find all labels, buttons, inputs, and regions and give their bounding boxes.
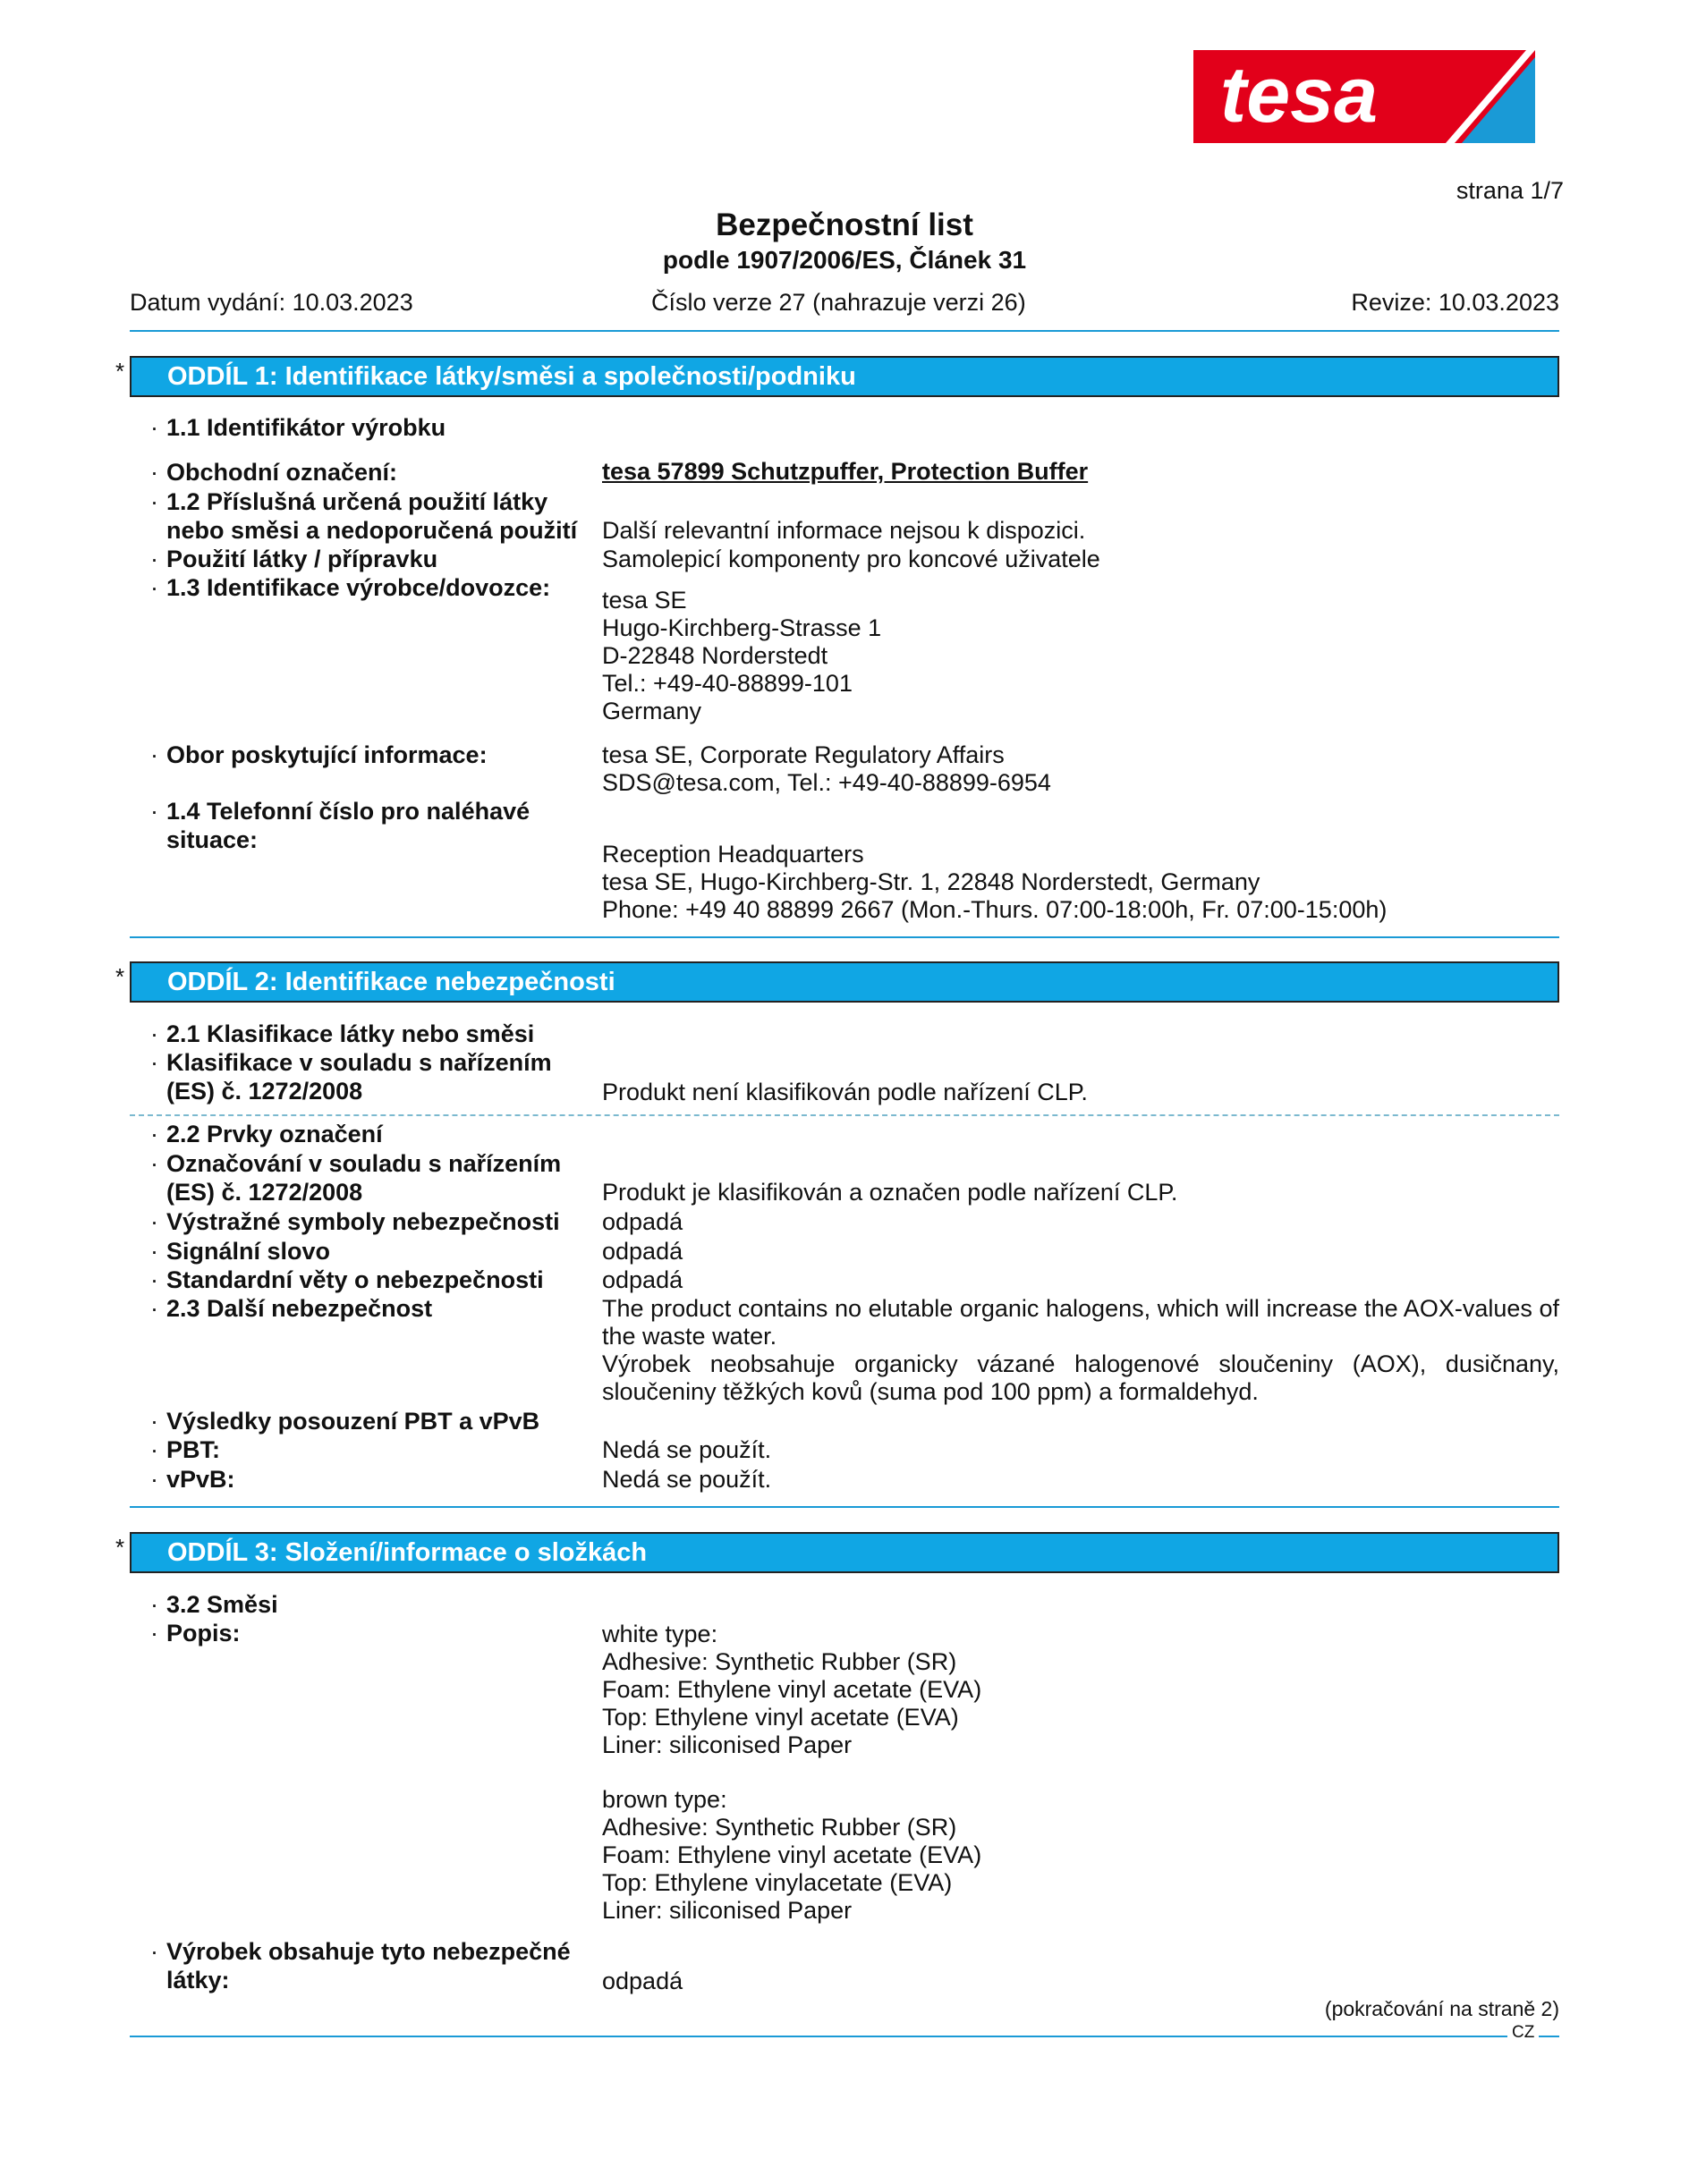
label-trade-name: · Obchodní označení: <box>150 459 398 486</box>
continued-note: (pokračování na straně 2) <box>1324 1997 1559 2020</box>
tesa-logo <box>1193 50 1535 143</box>
divider <box>130 1506 1559 1508</box>
label-use: · Použití látky / přípravku <box>150 546 438 572</box>
description-line: Foam: Ethylene vinyl acetate (EVA) <box>602 1676 982 1703</box>
revision-date: Revize: 10.03.2023 <box>1351 289 1559 316</box>
manufacturer-line: Germany <box>602 698 702 724</box>
label-3-2: · 3.2 Směsi <box>150 1591 278 1618</box>
signal-value: odpadá <box>602 1238 683 1265</box>
symbols-value: odpadá <box>602 1208 683 1235</box>
description-line: Foam: Ethylene vinyl acetate (EVA) <box>602 1841 982 1868</box>
manufacturer-line: D-22848 Norderstedt <box>602 642 828 669</box>
label-description: · Popis: <box>150 1620 241 1646</box>
manufacturer-line: Hugo-Kirchberg-Strasse 1 <box>602 614 882 641</box>
divider <box>130 936 1559 938</box>
emergency-line: Phone: +49 40 88899 2667 (Mon.-Thurs. 07:00-18:00h, Fr. 07:00-15:00h) <box>602 896 1388 923</box>
other-hazards-cz: Výrobek neobsahuje organicky vázané halogenové sloučeniny (AOX), dusičnany, sloučeniny těžkých kovů (suma pod 100 ppm) a formaldehyd. <box>602 1350 1559 1405</box>
section-3-heading: ODDÍL 3: Složení/informace o složkách <box>130 1532 1559 1573</box>
label-label-a: · Označování v souladu s nařízením <box>150 1150 562 1177</box>
trade-name-value: tesa 57899 Schutzpuffer, Protection Buffer <box>602 458 1089 485</box>
description-line: white type: <box>602 1621 718 1647</box>
classification-value: Produkt není klasifikován podle nařízení CLP. <box>602 1079 1088 1105</box>
uses-value: Další relevantní informace nejsou k dispozici. <box>602 517 1086 544</box>
document-title: Bezpečnostní list <box>716 207 973 242</box>
label-1-1: · 1.1 Identifikátor výrobku <box>150 414 446 441</box>
pbt-value: Nedá se použít. <box>602 1436 772 1463</box>
manufacturer-line: Tel.: +49-40-88899-101 <box>602 670 853 697</box>
label-pbt: · PBT: <box>150 1436 220 1463</box>
label-1-2a: · 1.2 Příslušná určená použití látky <box>150 488 548 515</box>
labelling-value: Produkt je klasifikován a označen podle nařízení CLP. <box>602 1179 1178 1206</box>
page-number: strana 1/7 <box>1456 177 1564 204</box>
label-info: · Obor poskytující informace: <box>150 741 488 768</box>
label-hazardous-a: · Výrobek obsahuje tyto nebezpečné <box>150 1938 571 1965</box>
label-2-3: · 2.3 Další nebezpečnost <box>150 1295 433 1322</box>
section-2-heading: ODDÍL 2: Identifikace nebezpečnosti <box>130 961 1559 1003</box>
hazardous-value: odpadá <box>602 1968 683 1994</box>
info-line: SDS@tesa.com, Tel.: +49-40-88899-6954 <box>602 769 1051 796</box>
document-subtitle: podle 1907/2006/ES, Článek 31 <box>662 246 1027 274</box>
label-1-4a: · 1.4 Telefonní číslo pro naléhavé <box>150 798 530 825</box>
changed-marker: * <box>115 1534 125 1561</box>
description-line: Liner: siliconised Paper <box>602 1731 853 1758</box>
label-label-b: (ES) č. 1272/2008 <box>166 1179 363 1206</box>
emergency-line: tesa SE, Hugo-Kirchberg-Str. 1, 22848 Norderstedt, Germany <box>602 868 1260 895</box>
language-code: CZ <box>1512 2023 1535 2042</box>
description-line: Adhesive: Synthetic Rubber (SR) <box>602 1814 957 1841</box>
label-class-a: · Klasifikace v souladu s nařízením <box>150 1049 552 1076</box>
info-line: tesa SE, Corporate Regulatory Affairs <box>602 741 1005 768</box>
label-2-1: · 2.1 Klasifikace látky nebo směsi <box>150 1020 535 1047</box>
label-h-statements: · Standardní věty o nebezpečnosti <box>150 1266 544 1293</box>
footer-divider <box>130 2036 1507 2037</box>
divider <box>130 330 1559 332</box>
label-vpvb: · vPvB: <box>150 1466 235 1493</box>
label-class-b: (ES) č. 1272/2008 <box>166 1078 363 1105</box>
emergency-line: Reception Headquarters <box>602 841 864 868</box>
changed-marker: * <box>115 358 125 385</box>
description-line: Liner: siliconised Paper <box>602 1897 853 1924</box>
version-number: Číslo verze 27 (nahrazuje verzi 26) <box>651 289 1026 316</box>
label-1-3: · 1.3 Identifikace výrobce/dovozce: <box>150 574 551 601</box>
label-1-4b: situace: <box>166 826 259 853</box>
footer-divider <box>1539 2036 1559 2037</box>
description-line: Adhesive: Synthetic Rubber (SR) <box>602 1648 957 1675</box>
changed-marker: * <box>115 963 125 990</box>
label-2-2: · 2.2 Prvky označení <box>150 1121 383 1147</box>
label-signal: · Signální slovo <box>150 1238 331 1265</box>
section-1-heading: ODDÍL 1: Identifikace látky/směsi a společnosti/podniku <box>130 356 1559 397</box>
label-hazardous-b: látky: <box>166 1967 230 1994</box>
issue-date: Datum vydání: 10.03.2023 <box>130 289 413 316</box>
vpvb-value: Nedá se použít. <box>602 1466 772 1493</box>
use-value: Samolepicí komponenty pro koncové uživatele <box>602 546 1100 572</box>
logo-text: tesa <box>1219 50 1379 139</box>
other-hazards-en: The product contains no elutable organic halogens, which will increase the AOX-values of the waste water. <box>602 1295 1559 1350</box>
description-line: Top: Ethylene vinyl acetate (EVA) <box>602 1704 959 1731</box>
manufacturer-line: tesa SE <box>602 587 687 614</box>
h-statements-value: odpadá <box>602 1266 683 1293</box>
description-line: Top: Ethylene vinylacetate (EVA) <box>602 1869 953 1896</box>
label-pbt-results: · Výsledky posouzení PBT a vPvB <box>150 1408 540 1435</box>
label-1-2b: nebo směsi a nedoporučená použití <box>166 517 578 544</box>
label-symbols: · Výstražné symboly nebezpečnosti <box>150 1208 560 1235</box>
description-line: brown type: <box>602 1786 727 1813</box>
dashed-divider <box>130 1114 1559 1116</box>
